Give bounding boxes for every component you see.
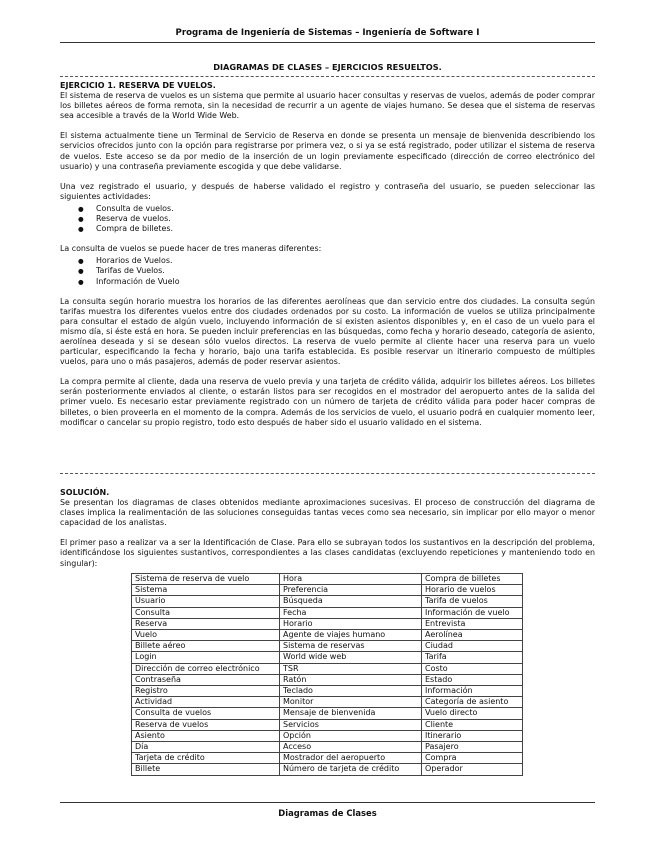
table-cell: Acceso: [280, 742, 422, 753]
dashed-separator-bottom: [60, 473, 595, 474]
table-row: [132, 618, 523, 629]
table-cell: Dirección de correo electrónico: [132, 663, 280, 674]
table-cell: Información de vuelo: [422, 607, 523, 618]
list-item: ● Información de Vuelo: [96, 277, 595, 287]
table-row: [132, 719, 523, 730]
table-cell: Billete aéreo: [132, 641, 280, 652]
table-cell: Reserva: [132, 618, 280, 629]
page-footer: Diagramas de Clases: [278, 808, 377, 818]
table-row: [132, 596, 523, 607]
table-cell: Ciudad: [422, 641, 523, 652]
list-item: ● Compra de billetes.: [96, 224, 595, 234]
exercise-heading: EJERCICIO 1. RESERVA DE VUELOS.: [60, 81, 216, 90]
list-item: ● Tarifas de Vuelos.: [96, 266, 595, 276]
table-cell: Agente de viajes humano: [280, 630, 422, 641]
table-cell: Tarifa: [422, 652, 523, 663]
table-cell: Sistema: [132, 585, 280, 596]
ways-list: [60, 256, 595, 286]
table-cell: Aerolínea: [422, 630, 523, 641]
exercise-paragraph-4: La consulta de vuelos se puede hacer de tres maneras diferentes:: [60, 244, 322, 254]
table-cell: Teclado: [280, 686, 422, 697]
exercise-section: [60, 81, 595, 428]
table-cell: Horario de vuelos: [422, 585, 523, 596]
footer-rule: [60, 802, 595, 803]
table-cell: Sistema de reservas: [280, 641, 422, 652]
table-row: [132, 674, 523, 685]
table-row: [132, 686, 523, 697]
table-cell: Reserva de vuelos: [132, 719, 280, 730]
table-row: [132, 630, 523, 641]
solution-section: [60, 488, 595, 569]
table-row: [132, 607, 523, 618]
table-cell: Vuelo directo: [422, 708, 523, 719]
table-row: [132, 753, 523, 764]
table-cell: Asiento: [132, 730, 280, 741]
table-cell: Día: [132, 742, 280, 753]
table-cell: Usuario: [132, 596, 280, 607]
table-cell: Fecha: [280, 607, 422, 618]
exercise-paragraph-5: La consulta según horario muestra los horarios de las diferentes aerolíneas que dan servicio entre dos ciudades. La consulta según tarifas muestra los diferentes vuelos entre dos ciudades ordenados por su costo. La información de vuelos se utiliza principalmente para consultar el estado de algún vuelo, incluyendo información de si existen asientos disponibles y, en el caso de un vuelo para el mismo día, si éste está en hora. Se pueden incluir preferencias en las búsquedas, como fecha y horario deseado, categoría de asiento, aerolínea deseada y si se desean sólo vuelos directos. La reserva de vuelo permite al cliente hacer una reserva para un vuelo particular, especificando la fecha y horario, bajo una tarifa establecida. Es posible reservar un itinerario compuesto de múltiples vuelos, para uno o más pasajeros, además de poder reservar asientos.: [60, 296, 595, 367]
table-cell: Sistema de reserva de vuelo: [132, 574, 280, 585]
table-row: [132, 574, 523, 585]
exercise-paragraph-2: El sistema actualmente tiene un Terminal de Servicio de Reserva en donde se presenta un mensaje de bienvenida describiendo los servicios ofrecidos junto con la opción para registrarse por primera vez, o si ya se está registrado, poder utilizar el sistema de reserva de vuelos. Este acceso se da por medio de la inserción de un login previamente especificado (dirección de correo electrónico del usuario) y una contraseña previamente escogida y que debe validarse.: [60, 131, 595, 171]
table-row: [132, 641, 523, 652]
table-cell: Pasajero: [422, 742, 523, 753]
table-cell: TSR: [280, 663, 422, 674]
table-row: [132, 730, 523, 741]
table-cell: Contraseña: [132, 674, 280, 685]
list-item: ● Consulta de vuelos.: [96, 204, 595, 214]
table-cell: Número de tarjeta de crédito: [280, 764, 422, 775]
activities-list: [60, 204, 595, 234]
table-cell: Vuelo: [132, 630, 280, 641]
table-cell: Billete: [132, 764, 280, 775]
exercise-paragraph-3: Una vez registrado el usuario, y después de haberse validado el registro y contraseña del usuario, se pueden seleccionar las siguientes actividades:: [60, 181, 595, 201]
table-cell: Ratón: [280, 674, 422, 685]
table-cell: Compra: [422, 753, 523, 764]
table-cell: Información: [422, 686, 523, 697]
table-row: [132, 742, 523, 753]
table-row: [132, 652, 523, 663]
table-cell: Tarifa de vuelos: [422, 596, 523, 607]
list-item: ● Reserva de vuelos.: [96, 214, 595, 224]
table-cell: Estado: [422, 674, 523, 685]
table-cell: Consulta: [132, 607, 280, 618]
table-cell: Login: [132, 652, 280, 663]
table-cell: Itinerario: [422, 730, 523, 741]
table-cell: Operador: [422, 764, 523, 775]
candidate-classes-table: [131, 573, 523, 776]
table-row: [132, 697, 523, 708]
exercise-paragraph-1: El sistema de reserva de vuelos es un sistema que permite al usuario hacer consultas y reservas de vuelos, además de poder comprar los billetes aéreos de forma remota, sin la necesidad de recurrir a un agente de viajes humano. Se desea que el sistema de reservas sea accesible a través de la World Wide Web.: [60, 91, 595, 121]
table-cell: World wide web: [280, 652, 422, 663]
dashed-separator-top: [60, 76, 595, 77]
table-row: [132, 663, 523, 674]
header-rule: [60, 42, 595, 43]
table-row: [132, 708, 523, 719]
table-cell: Actividad: [132, 697, 280, 708]
solution-paragraph-1: Se presentan los diagramas de clases obtenidos mediante aproximaciones sucesivas. El proceso de construcción del diagrama de clases implica la realimentación de las soluciones conseguidas tantas veces como sea necesario, sin implicar por ello mayor o menor capacidad de los analistas.: [60, 498, 595, 528]
table-cell: Opción: [280, 730, 422, 741]
table-cell: Horario: [280, 618, 422, 629]
table-cell: Hora: [280, 574, 422, 585]
table-cell: Preferencia: [280, 585, 422, 596]
table-cell: Costo: [422, 663, 523, 674]
table-row: [132, 764, 523, 775]
table-cell: Mensaje de bienvenida: [280, 708, 422, 719]
table-cell: Entrevista: [422, 618, 523, 629]
list-item: ● Horarios de Vuelos.: [96, 256, 595, 266]
table-cell: Servicios: [280, 719, 422, 730]
table-cell: Cliente: [422, 719, 523, 730]
table-cell: Categoría de asiento: [422, 697, 523, 708]
solution-paragraph-2: El primer paso a realizar va a ser la Identificación de Clase. Para ello se subrayan todos los sustantivos en la descripción del problema, identificándose los siguientes sustantivos, correspondientes a las clases candidatas (excluyendo repeticiones y manteniendo todo en singular):: [60, 538, 595, 568]
table-cell: Búsqueda: [280, 596, 422, 607]
table-cell: Consulta de vuelos: [132, 708, 280, 719]
exercise-paragraph-6: La compra permite al cliente, dada una reserva de vuelo previa y una tarjeta de crédito válida, adquirir los billetes aéreos. Los billetes serán posteriormente enviados al cliente, o estarán listos para ser recogidos en el mostrador del aeropuerto antes de la salida del primer vuelo. Es necesario estar previamente registrado con un número de tarjeta de crédito válida para poder hacer compras de billetes, o bien proveerla en el momento de la compra. Además de los servicios de vuelo, el usuario podrá en cualquier momento leer, modificar o cancelar su propio registro, todo esto después de haber sido el usuario validado en el sistema.: [60, 377, 595, 427]
table-cell: Monitor: [280, 697, 422, 708]
table-cell: Tarjeta de crédito: [132, 753, 280, 764]
table-cell: Mostrador del aeropuerto: [280, 753, 422, 764]
table-cell: Compra de billetes: [422, 574, 523, 585]
page-header: Programa de Ingeniería de Sistemas – Ingeniería de Software I: [175, 28, 480, 38]
solution-heading: SOLUCIÓN.: [60, 488, 110, 497]
table-cell: Registro: [132, 686, 280, 697]
document-title: DIAGRAMAS DE CLASES – EJERCICIOS RESUELTOS.: [213, 62, 442, 72]
table-row: [132, 585, 523, 596]
